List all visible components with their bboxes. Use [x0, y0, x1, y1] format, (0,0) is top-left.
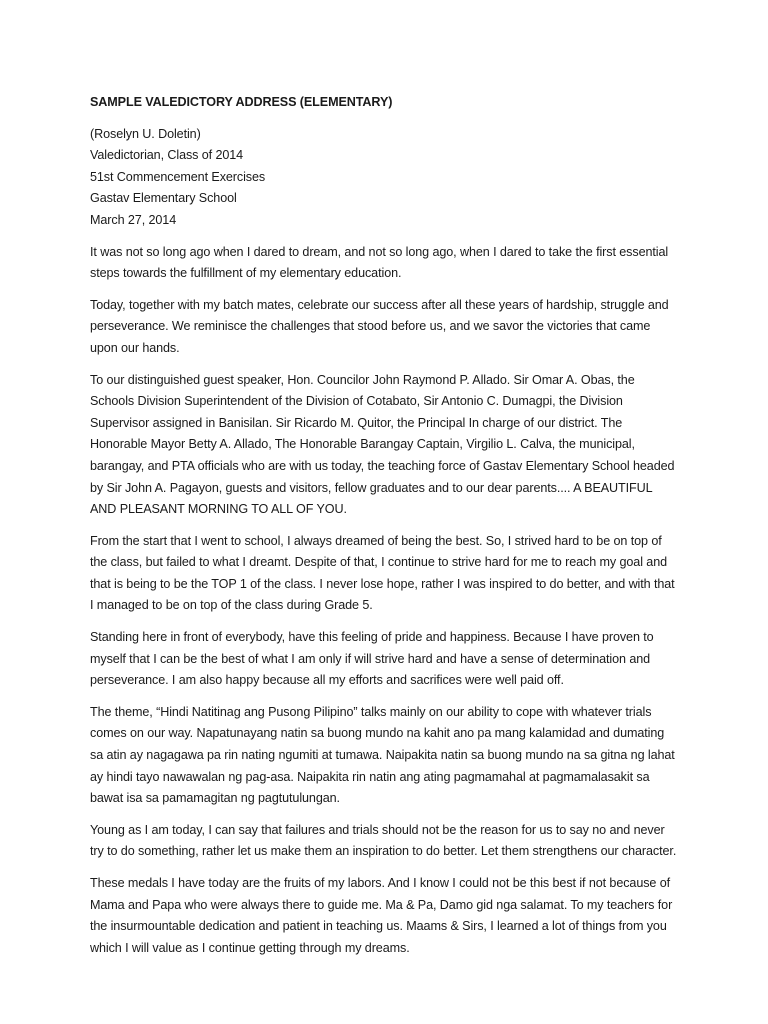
paragraph: Young as I am today, I can say that failures and trials should not be the reason for us to say no and never try to do something, rather let us make them an inspiration to do better. Let them strengthens our character.	[90, 822, 677, 859]
paragraph: Today, together with my batch mates, celebrate our success after all these years of hardship, struggle and perseverance. We reminisce the challenges that stood before us, and we savor the victories that came upon our hands.	[90, 297, 669, 355]
speaker-info	[90, 124, 680, 232]
document-page	[90, 92, 680, 969]
event-name: 51st Commencement Exercises	[90, 169, 266, 184]
paragraph: To our distinguished guest speaker, Hon. Councilor John Raymond P. Allado. Sir Omar A. Obas, the Schools Division Superintendent of the Division of Cotabato, Sir Antonio C. Dumagpi, the Division Supervisor assigned in Banisilan. Sir Ricardo M. Quitor, the Principal In charge of our district. The Honorable Mayor Betty A. Allado, The Honorable Barangay Captain, Virgilio L. Calva, the municipal, barangay, and PTA officials who are with us today, the teaching force of Gastav Elementary School headed by Sir John A. Pagayon, guests and visitors, fellow graduates and to our dear parents.... A BEAUTIFUL AND PLEASANT MORNING TO ALL OF YOU.	[90, 372, 675, 517]
document-title: SAMPLE VALEDICTORY ADDRESS (ELEMENTARY)	[90, 95, 393, 109]
paragraph: From the start that I went to school, I always dreamed of being the best. So, I strived hard to be on top of the class, but failed to what I dreamt. Despite of that, I continue to strive hard for me to reach my goal and that is being to be the TOP 1 of the class. I never lose hope, rather I was inspired to do better, and with that I managed to be on top of the class during Grade 5.	[90, 533, 675, 613]
school-name: Gastav Elementary School	[90, 191, 237, 206]
paragraph: The theme, “Hindi Natitinag ang Pusong Pilipino” talks mainly on our ability to cope with whatever trials comes on our way. Napatunayang natin sa buong mundo na kahit ano pa mang kalamidad and dumating sa atin ay nagagawa pa rin nating ngumiti at tumawa. Naipakita natin sa buong mundo na sa gitna ng lahat ay hindi tayo nawawalan ng pag-asa. Naipakita rin natin ang ating pagmamahal at pagmamalasakit sa bawat isa sa pamamagitan ng pagtutulungan.	[90, 704, 675, 806]
paragraph: Standing here in front of everybody, have this feeling of pride and happiness. Because I have proven to myself that I can be the best of what I am only if will strive hard and have a sense of determination and perseverance. I am also happy because all my efforts and sacrifices were well paid off.	[90, 630, 654, 688]
paragraph: It was not so long ago when I dared to dream, and not so long ago, when I dared to take the first essential steps towards the fulfillment of my elementary education.	[90, 244, 669, 281]
speaker-role: Valedictorian, Class of 2014	[90, 148, 244, 163]
paragraph: These medals I have today are the fruits of my labors. And I know I could not be this best if not because of Mama and Papa who were always there to guide me. Ma & Pa, Damo gid nga salamat. To my teachers for the insurmountable dedication and patient in teaching us. Maams & Sirs, I learned a lot of things from you which I will value as I continue getting through my dreams.	[90, 876, 673, 955]
speaker-name: (Roselyn U. Doletin)	[90, 126, 201, 141]
event-date: March 27, 2014	[90, 212, 177, 227]
